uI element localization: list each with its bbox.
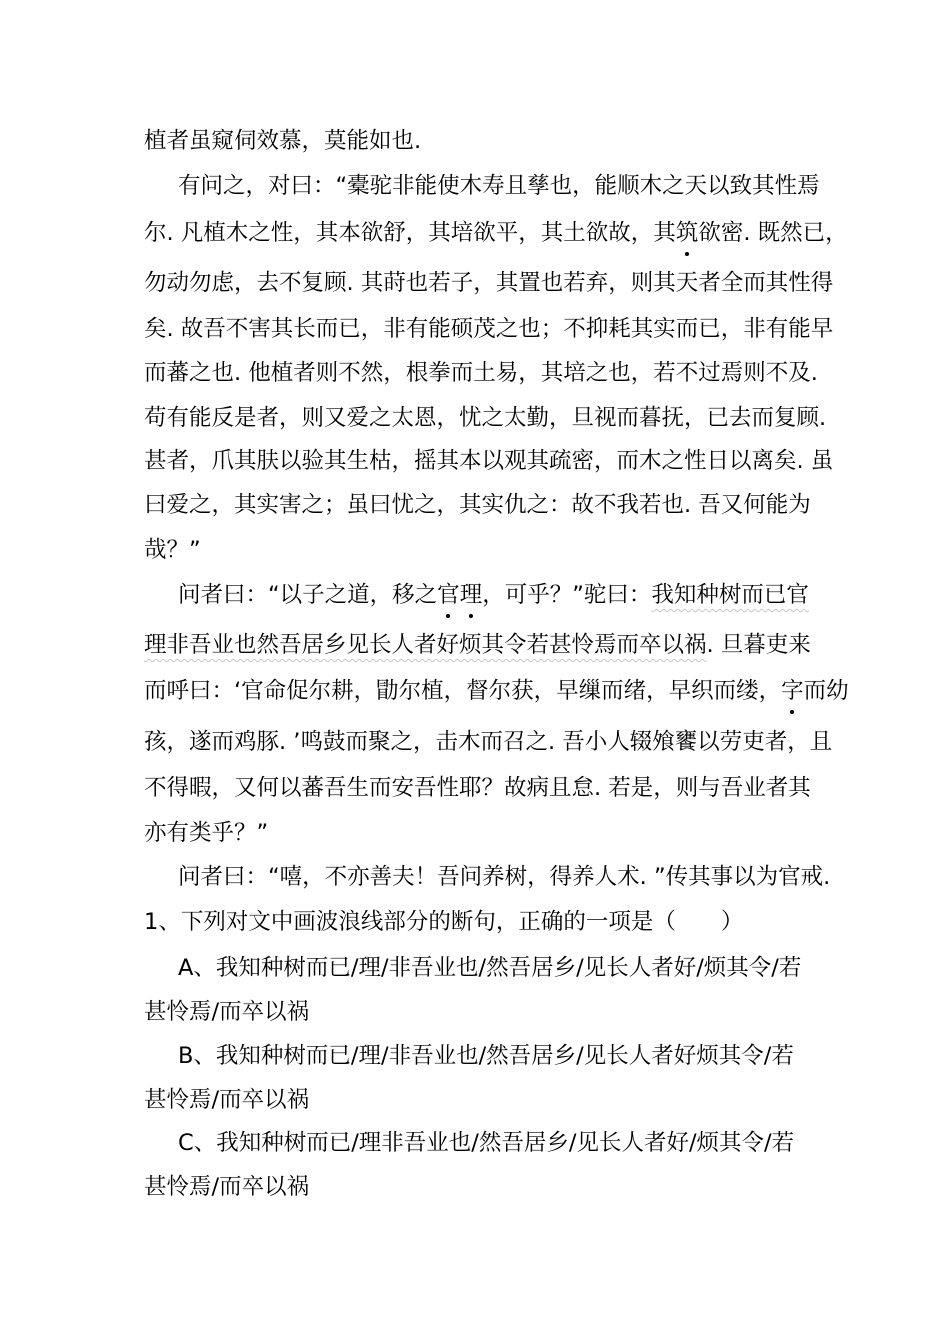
text: 植者虽窥伺效慕，莫能如也.	[144, 128, 422, 154]
text: 而幼	[803, 678, 849, 704]
text: 苟有能反是者，则又爱之太恩，忧之太勤，旦视而暮抚，已去而复顾.	[144, 405, 827, 431]
passage-line	[144, 446, 834, 476]
passage-line	[144, 403, 827, 433]
text: 而呼曰：‘官命促尔耕，勖尔植，督尔获，早缫而绪，早织而缕，	[144, 678, 782, 704]
text: 哉？”	[144, 537, 201, 563]
wavy-underline-text: 我知种树而已官	[651, 582, 809, 608]
text: 有问之，对曰：“橐驼非能使木寿且孳也，能顺木之天以致其性焉	[178, 173, 820, 199]
passage-line	[144, 268, 834, 298]
text: B、我知种树而已/理/非吾业也/然吾居乡/见长人者好烦其令/若	[178, 1043, 794, 1069]
option-b	[178, 1041, 818, 1071]
passage-line	[144, 630, 814, 660]
text: 甚怜焉/而卒以祸	[144, 1174, 310, 1200]
question-stem	[144, 907, 814, 937]
option-c-cont	[144, 1172, 814, 1202]
text: . 旦暮吏来	[706, 632, 811, 658]
text: C、我知种树而已/理非吾业也/然吾居乡/见长人者好/烦其令/若	[178, 1130, 795, 1156]
option-c	[178, 1128, 818, 1158]
text: 亦有类乎？”	[144, 820, 269, 846]
text: 欲密. 既然已，	[698, 220, 848, 246]
passage-line	[144, 314, 834, 344]
option-a-cont	[144, 997, 814, 1027]
passage-line	[178, 862, 831, 892]
passage-line	[144, 676, 849, 706]
text: 甚怜焉/而卒以祸	[144, 999, 310, 1025]
emphasis-dot-char: 理	[459, 582, 483, 608]
emphasis-dot-char: 官	[437, 582, 460, 608]
text: 问者曰：“嘻，不亦善夫！吾问养树，得养人术. ”传其事以为官戒.	[178, 864, 831, 890]
text: 甚者，爪其肤以验其生枯，摇其本以观其疏密，而木之性日以离矣. 虽	[144, 448, 834, 474]
text: 勿动勿虑，去不复顾. 其莳也若子，其置也若弃，则其天者全而其性得	[144, 270, 834, 296]
passage-line	[144, 218, 848, 248]
text: 孩，遂而鸡豚. ’鸣鼓而聚之，击木而召之. 吾小人辍飧饔以劳吏者，且	[144, 729, 833, 755]
wavy-underline-text: 理非吾业也然吾居乡见长人者好烦其令若甚怜焉而卒以祸	[144, 632, 707, 658]
passage-line	[144, 727, 833, 757]
emphasis-dot-char: 筑	[675, 220, 699, 246]
passage-line	[144, 818, 814, 848]
option-b-cont	[144, 1085, 814, 1115]
passage-line	[144, 126, 814, 156]
passage-line	[144, 535, 814, 565]
text: 问者曰：“以子之道，移之	[178, 582, 438, 608]
passage-line	[144, 490, 814, 520]
text: 矣. 故吾不害其长而已，非有能硕茂之也；不抑耗其实而已，非有能早	[144, 316, 834, 342]
text: ，可乎？”驼曰：	[482, 582, 652, 608]
text: A、我知种树而已/理/非吾业也/然吾居乡/见长人者好/烦其令/若	[178, 955, 802, 981]
passage-line	[144, 773, 814, 803]
text: 而蕃之也. 他植者则不然，根拳而土易，其培之也，若不过焉则不及.	[144, 360, 818, 386]
text: 不得暇，又何以蕃吾生而安吾性耶？故病且怠. 若是，则与吾业者其	[144, 775, 811, 801]
text: 曰爱之，其实害之；虽曰忧之，其实仇之：故不我若也. 吾又何能为	[144, 492, 811, 518]
passage-line	[144, 358, 818, 388]
option-a	[178, 953, 818, 983]
text: 尔. 凡植木之性，其本欲舒，其培欲平，其土欲故，其	[144, 220, 676, 246]
passage-line	[178, 171, 818, 201]
emphasis-dot-char: 字	[781, 678, 804, 704]
text: 甚怜焉/而卒以祸	[144, 1087, 310, 1113]
passage-line	[178, 580, 818, 610]
text: 1、下列对文中画波浪线部分的断句，正确的一项是（ ）	[144, 909, 744, 935]
